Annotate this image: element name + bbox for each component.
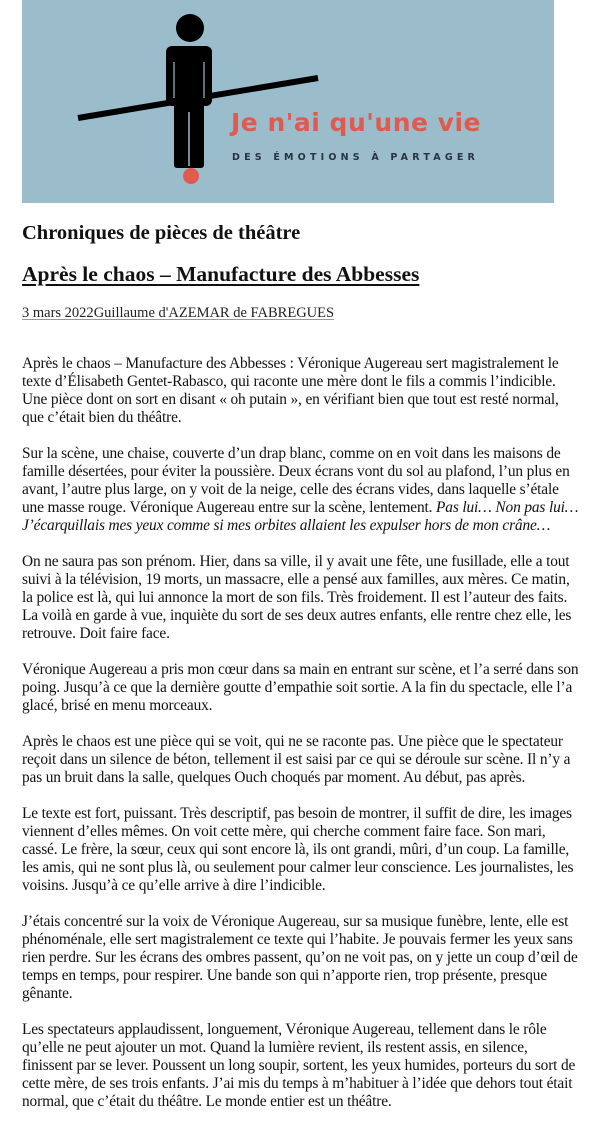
post-date-link[interactable]: 3 mars 2022 [22,305,94,321]
paragraph-text: Les spectateurs applaudissent, longuement, Véronique Augereau, tellement dans le rôle qu’elle ne peut ajouter un mot. Quand la lumière revient, ils restent assis, en silence, finissent par se lever. Poussent un long soupir, sortent, les yeux humides, porteurs du sort de cette mère, de ses trois enfants. J’ai mis du temps à m’habituer à l’idée que dehors tout était normal, que c’était du théâtre. Le monde entier est un théâtre. [22,1021,576,1110]
paragraph-text: On ne saura pas son prénom. Hier, dans sa ville, il y avait une fête, une fusillade, elle a tout suivi à la télévision, 19 morts, un massacre, elle a pensé aux familles, aux mères. Ce matin, la police est là, qui lui annonce la mort de son fils. Très froidement. Il est l’auteur des faits. La voilà en garde à vue, inquiète du sort de ses deux autres enfants, elle rentre chez elle, les retrouve. Doit faire face. [22,553,572,642]
paragraph-text: J’étais concentré sur la voix de Véronique Augereau, sur sa musique funèbre, lente, elle est phénoménale, elle sert magistralement ce texte qui l’habite. Je pouvais fermer les yeux sans rien perdre. Sur les écrans des ombres passent, qu’on ne voit pas, on y jette un coup d’œil de temps en temps, pour respirer. Une bande son qui n’apporte rien, trop présente, presque gênante. [22,913,578,1002]
article-paragraph [22,553,582,643]
post-meta [22,305,334,322]
figure-torso [166,46,212,106]
article-paragraph [22,355,582,427]
article-paragraph [22,913,582,1003]
paragraph-text: Véronique Augereau a pris mon cœur dans sa main en entrant sur scène, et l’a serré dans son poing. Jusqu’à ce que la dernière goutte d’empathie soit sortie. A la fin du spectacle, elle l’a glacé, brisé en menu morceaux. [22,661,579,714]
paragraph-text: Sur la scène, une chaise, couverte d’un drap blanc, comme on en voit dans les maisons de famille désertées, pour éviter la poussière. Deux écrans vont du sol au plafond, l’un plus en avant, l’autre plus large, on y voit de la neige, celle des écrans vides, dans laquelle s’étale une masse rouge. Véronique Augereau entre sur la scène, lentement. [22,445,570,516]
article-body [22,355,582,1129]
article-paragraph [22,733,582,787]
article-paragraph [22,445,582,535]
post-title[interactable]: Après le chaos – Manufacture des Abbesses [22,262,420,286]
site-banner[interactable] [22,0,554,203]
paragraph-text: Après le chaos est une pièce qui se voit, qui ne se raconte pas. Une pièce que le spectateur reçoit dans un silence de béton, tellement il est saisi par ce qui se déroule sur scène. Il n’y a pas un bruit dans la salle, quelques Ouch choqués par moment. Au début, pas après. [22,733,571,786]
paragraph-text: Après le chaos – Manufacture des Abbesses : Véronique Augereau sert magistralement le texte d’Élisabeth Gentet-Rabasco, qui raconte une mère dont le fils a commis l’indicible. Une pièce dont on sort en disant « oh putain », en vérifiant bien que tout est resté normal, que c’était bien du théâtre. [22,355,559,426]
paragraph-quote: Pas lui… Non pas lui… J’écarquillais mes yeux comme si mes orbites allaient les expulser hors de mon crâne… [22,499,579,534]
category-heading: Chroniques de pièces de théâtre [22,222,301,244]
red-dot [183,168,199,184]
logo-tagline: DES ÉMOTIONS À PARTAGER [232,152,480,163]
article-paragraph [22,661,582,715]
tightrope-walker-icon [22,0,554,203]
logo-title: Je n'ai qu'une vie [231,108,481,137]
paragraph-text: Le texte est fort, puissant. Très descriptif, pas besoin de montrer, il suffit de dire, les images viennent d’elles mêmes. On voit cette mère, qui cherche comment faire face. Son mari, cassé. Le frère, la sœur, ceux qui sont encore là, ils ont grandi, mûri, d’un coup. La famille, les amis, qui ne sont plus là, ou seulement pour calmer leur conscience. Les journalistes, les voisins. Jusqu’à ce qu’elle arrive à dire l’indicible. [22,805,574,894]
article-paragraph [22,1021,582,1111]
post-author-link[interactable]: Guillaume d'AZEMAR de FABREGUES [93,305,335,321]
article-paragraph [22,805,582,895]
figure-head [176,14,204,42]
